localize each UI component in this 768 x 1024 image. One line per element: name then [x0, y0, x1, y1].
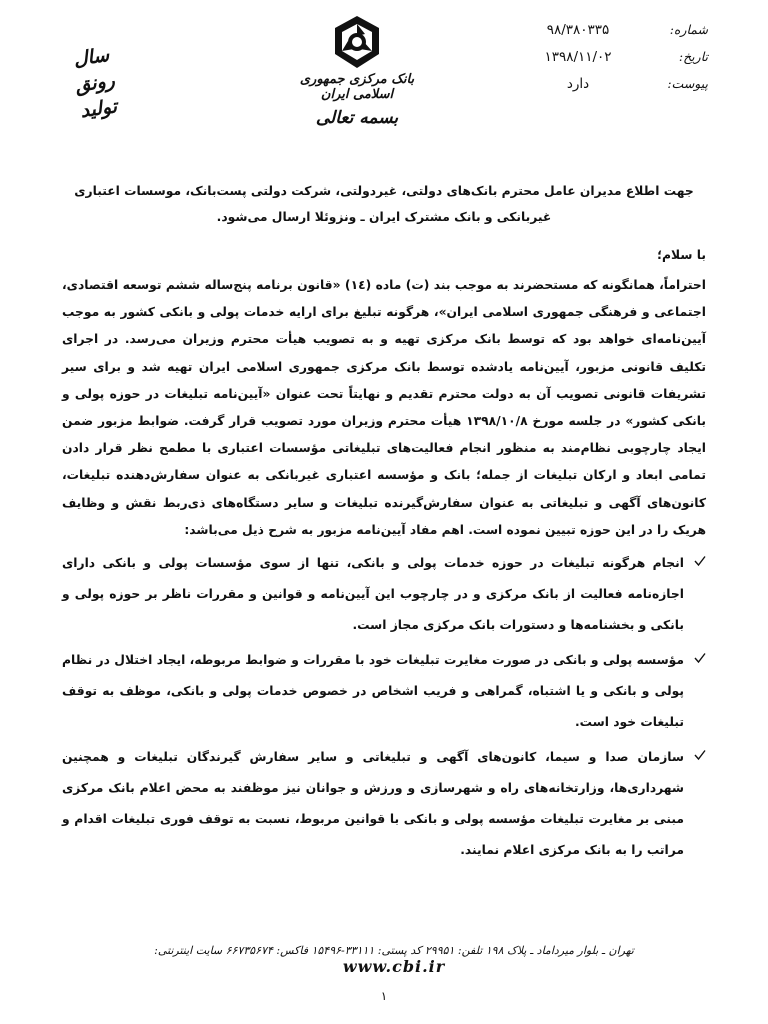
bank-name: بانک مرکزی جمهوری اسلامی ایران: [299, 72, 415, 102]
list-item-text: سازمان صدا و سیما، کانون‌های آگهی و تبلیغاتی و سایر سفارش گیرندگان تبلیغات و همچنین شهرداری‌ها، وزارتخانه‌های راه و شهرسازی و ورزش و جوانان نیز موظفند به محض اعلام بانک مرکزی مبنی بر مغایرت تبلیغات مؤسسه پولی و بانکی با قوانین مربوط، نسبت به توقف فوری تبلیغات اقدام و مراتب را به بانک مرکزی اعلام نمایند.: [62, 750, 684, 858]
list-item-text: انجام هرگونه تبلیغات در حوزه خدمات پولی و بانکی، تنها از سوی مؤسسات پولی و بانکی دارای اجازه‌نامه فعالیت از بانک مرکزی و در چارچوب این آیین‌نامه و قوانین و مقررات ناظر بر حوزه پولی و بانکی و بخشنامه‌ها و دستورات بانک مرکزی مجاز است.: [62, 556, 684, 633]
list-item-text: مؤسسه پولی و بانکی در صورت مغایرت تبلیغات خود با مقررات و ضوابط مربوطه، ایجاد اختلال در نظام پولی و بانکی و یا اشتباه، گمراهی و فریب اشخاص در خصوص خدمات پولی و بانکی، موظف به توقف تبلیغات خود است.: [62, 653, 684, 730]
list-item: [62, 645, 706, 738]
page-number: ۱: [380, 989, 388, 1003]
attachment-row: [488, 76, 708, 103]
letter-body: [62, 178, 706, 870]
recipients-intro: [62, 178, 706, 230]
letter-motto: بسمه تعالی: [315, 108, 399, 128]
footer-website-link[interactable]: www.cbi.ir: [342, 957, 446, 976]
list-item: [62, 548, 706, 641]
number-value: ۹۸/۳۸۰۳۳۵: [546, 22, 610, 38]
date-label: تاریخ:: [678, 49, 708, 64]
letter-footer: [120, 944, 668, 976]
intro-line-2: غیربانکی و بانک مشترک ایران ـ ونزوئلا ارسال می‌شود.: [216, 210, 552, 224]
checkmark-icon: [694, 555, 706, 567]
slogan-line-1: سال رونق: [72, 43, 117, 97]
slogan-line-2: تولید: [78, 95, 119, 123]
letter-meta: [488, 22, 708, 103]
bank-logo-block: [282, 14, 432, 128]
checkmark-icon: [694, 652, 706, 664]
attachment-label: پیوست:: [667, 76, 708, 91]
year-slogan: [57, 40, 133, 126]
provisions-list: [62, 548, 706, 866]
salutation: با سلام؛: [657, 248, 706, 262]
number-label: شماره:: [669, 22, 708, 37]
footer-address: تهران ـ بلوار میرداماد ـ پلاک ۱۹۸ تلفن: ۲۹۹۵۱ کد پستی: ۳۳۱۱۱-۱۵۴۹۶ فاکس: ۶۶۷۳۵۶۷۴ سایت اینترنتی:: [154, 944, 634, 957]
checkmark-icon: [694, 749, 706, 761]
letter-date-row: [488, 49, 708, 76]
list-item: [62, 742, 706, 866]
letter-number-row: [488, 22, 708, 49]
attachment-value: دارد: [566, 76, 590, 92]
intro-line-1: جهت اطلاع مدیران عامل محترم بانک‌های دولتی، غیردولتی، شرکت دولتی پست‌بانک، موسسات اعتباری: [74, 184, 694, 198]
main-paragraph: احتراماً، همانگونه که مستحضرند به موجب بند (ت) ماده (١٤) «قانون برنامه پنج‌ساله ششم توسعه اقتصادی، اجتماعی و فرهنگی جمهوری اسلامی ایران»، هرگونه تبلیغ برای ارایه خدمات پولی و بانکی کشور به موجب آیین‌نامه‌ای خواهد بود که توسط بانک مرکزی تهیه و به تصویب هیأت محترم وزیران می‌رسد. در اجرای تکلیف قانونی مزبور، آیین‌نامه یادشده توسط بانک مرکزی جمهوری اسلامی ایران تهیه شد و برای سیر تشریفات قانونی تصویب آن به دولت محترم تقدیم و نهایتاً تحت عنوان «آیین‌نامه تبلیغات در حوزه پولی و بانکی کشور» در جلسه مورخ ۱۳۹۸/۱۰/۸ هیأت محترم وزیران مورد تصویب قرار گرفت. ضوابط مزبور ضمن ایجاد چارچوبی نظام‌مند به منظور انجام فعالیت‌های تبلیغاتی مؤسسات اعتباری با مطمح نظر قرار دادن تمامی ابعاد و ارکان تبلیغات از جمله؛ بانک و مؤسسه اعتباری غیربانکی به عنوان سفارش‌دهنده تبلیغات، کانون‌های آگهی و تبلیغاتی به عنوان سفارش‌گیرنده تبلیغات و سایر دستگاه‌های ذی‌ربط نقش و وظایف هریک را در این حوزه تبیین نموده است. اهم مفاد آیین‌نامه مزبور به شرح ذیل می‌باشد:: [62, 278, 706, 537]
date-value: ۱۳۹۸/۱۱/۰۲: [544, 49, 612, 65]
bank-emblem-icon: [327, 14, 387, 70]
